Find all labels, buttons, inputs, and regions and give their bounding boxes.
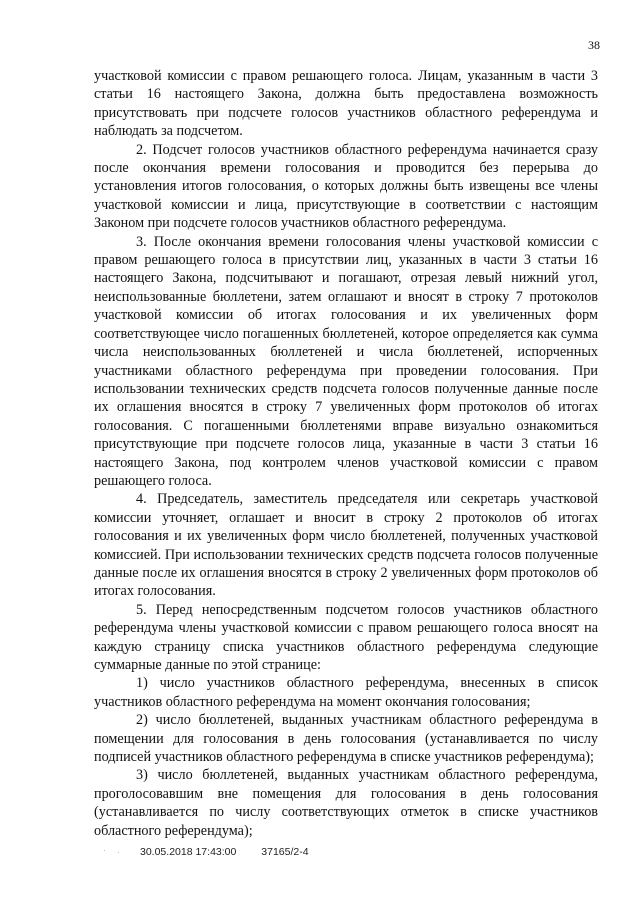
scan-artifact-dot — [104, 850, 105, 851]
paragraph-2: 2. Подсчет голосов участников областного референдума начинается сразу после окончания времени голосования и проводится без перерыва до установления итогов голосования, о которых должны быть извещены все члены участковой комиссии и лица, присутствующие в соответствии с настоящим Законом при подсчете голосов участников областного референдума. — [94, 141, 598, 232]
paragraph-continuation: участковой комиссии с правом решающего голоса. Лицам, указанным в части 3 статьи 16 настоящего Закона, должна быть предоставлена возможность присутствовать при подсчете голосов участников областного референдума и наблюдать за подсчетом. — [94, 68, 598, 140]
list-item-2: 2) число бюллетеней, выданных участникам областного референдума в помещении для голосования в день голосования (устанавливается по числу подписей участников областного референдума в списке участников референдума); — [94, 712, 598, 766]
footer-timestamp: 30.05.2018 17:43:00 — [140, 846, 237, 858]
scan-artifact-dot — [118, 852, 119, 853]
paragraph-5: 5. Перед непосредственным подсчетом голосов участников областного референдума члены участковой комиссии с правом решающего голоса вносят на каждую страницу списка участников областного референдума следующие суммарные данные по этой странице: — [94, 601, 598, 673]
paragraph-4: 4. Председатель, заместитель председателя или секретарь участковой комиссии уточняет, оглашает и вносит в строку 2 протоколов об итогах голосования и их увеличенных форм число бюллетеней, полученных участковой комиссией. При использовании технических средств подсчета голосов полученные данные после их оглашения вносятся в строку 2 увеличенных форм протоколов об итогах голосования. — [94, 491, 598, 600]
document-body — [94, 67, 598, 840]
paragraph-3: 3. После окончания времени голосования члены участковой комиссии с правом решающего голоса в присутствии лиц, указанных в части 3 статьи 16 настоящего Закона, подсчитывают и погашают, отрезая левый нижний угол, неиспользованные бюллетени, затем оглашают и вносят в строку 7 протоколов участковой комиссии об итогах голосования и их увеличенных форм соответствующее число погашенных бюллетеней, которое определяется как сумма числа неиспользованных бюллетеней и числа бюллетеней, испорченных участниками областного референдума при проведении голосования. При использовании технических средств подсчета голосов полученные данные после их оглашения вносятся в строку 7 увеличенных форм протоколов об итогах голосования. С погашенными бюллетенями вправе визуально ознакомиться присутствующие при подсчете голосов лица, указанные в части 3 статьи 16 настоящего Закона, под контролем членов участковой комиссии с правом решающего голоса. — [94, 233, 598, 489]
list-item-1: 1) число участников областного референдума, внесенных в список участников областного референдума на момент окончания голосования; — [94, 675, 598, 710]
document-footer — [140, 846, 309, 858]
page-number: 38 — [588, 38, 600, 52]
footer-document-code: 37165/2-4 — [261, 846, 309, 858]
list-item-3: 3) число бюллетеней, выданных участникам областного референдума, проголосовавшим вне помещения для голосования в день голосования (устанавливается по числу соответствующих отметок в списке участников областного референдума); — [94, 767, 598, 839]
